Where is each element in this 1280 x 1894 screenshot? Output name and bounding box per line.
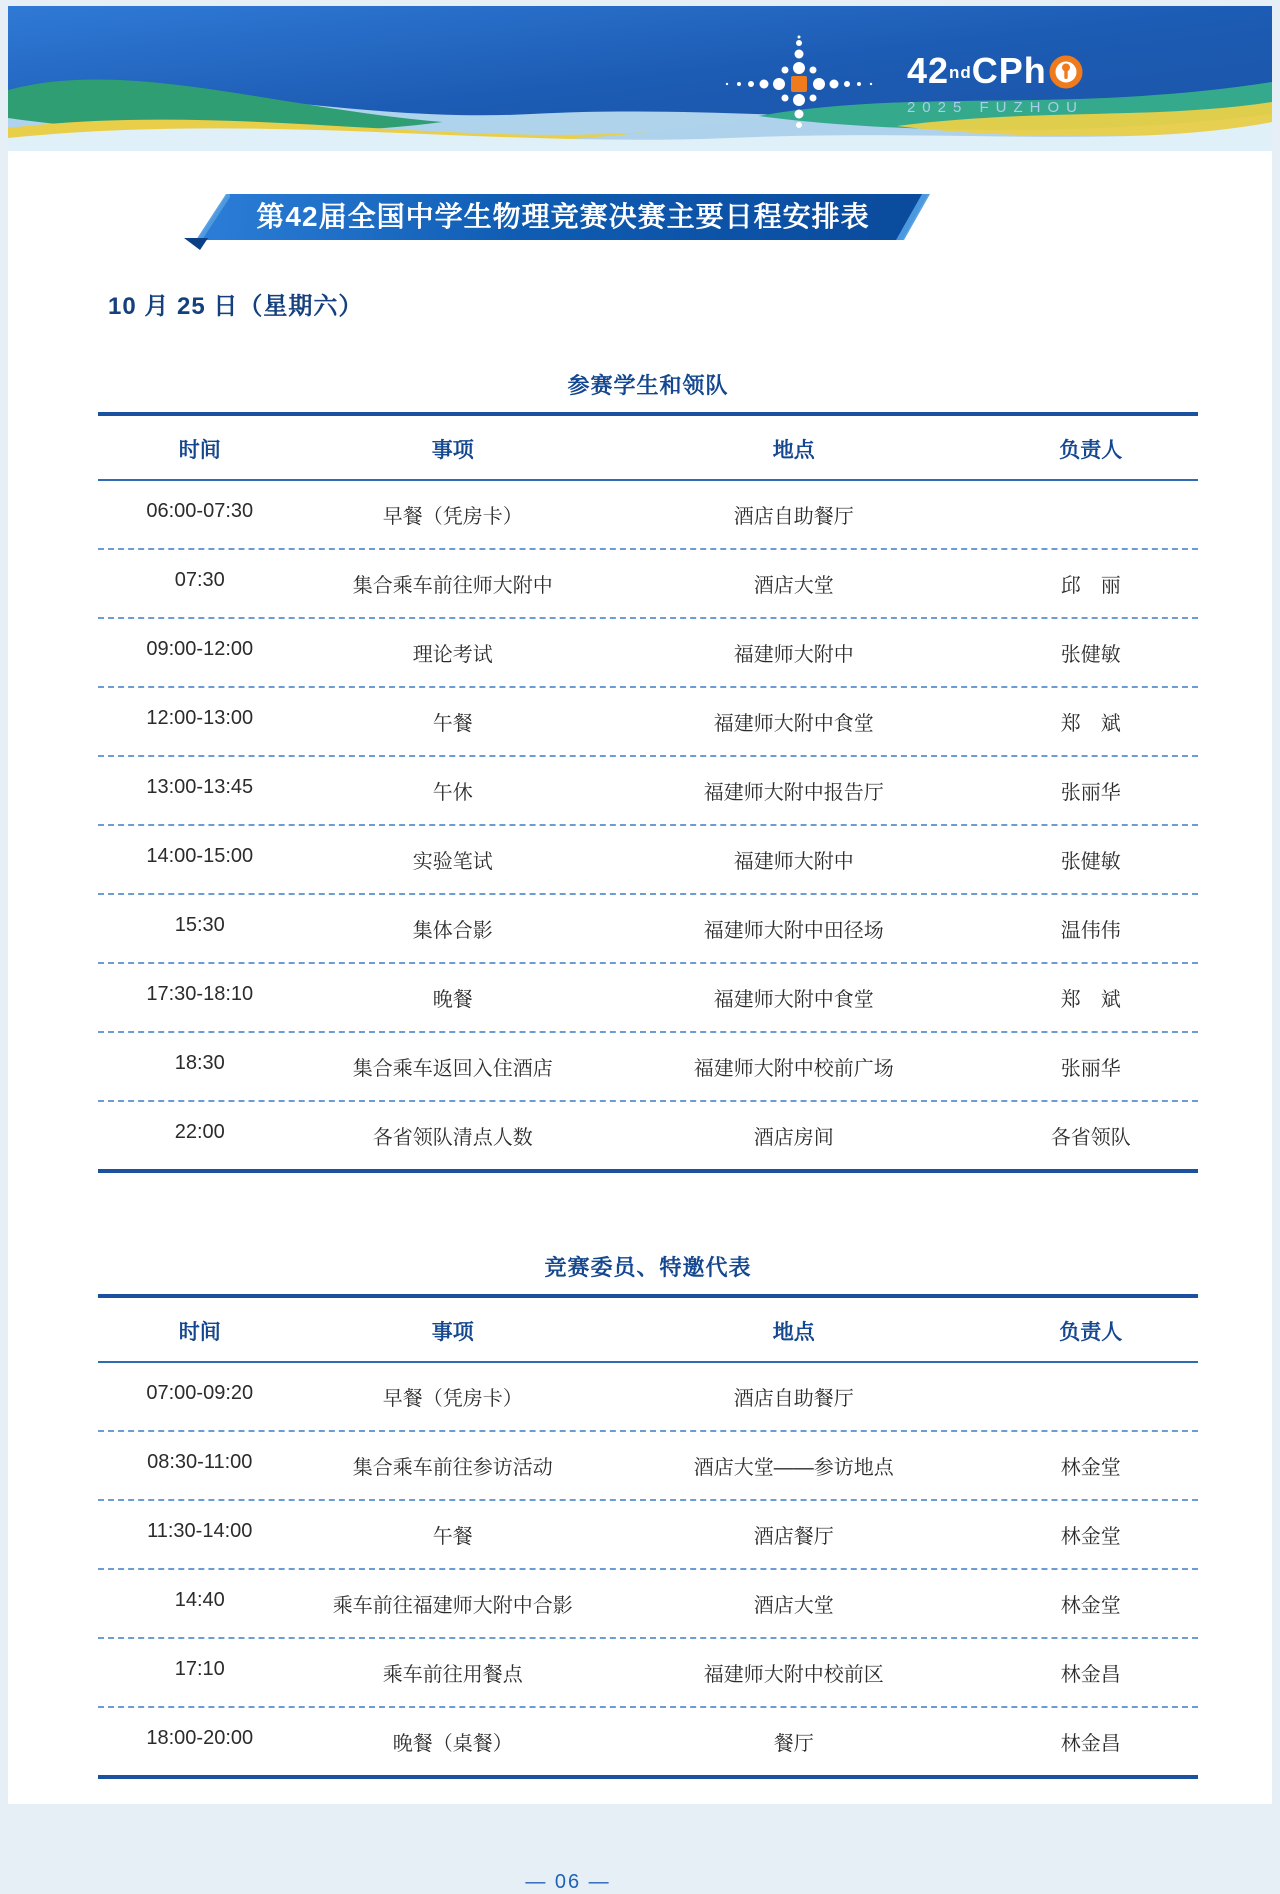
document-body <box>8 194 1272 1894</box>
column-header: 事项 <box>431 439 474 462</box>
cell-location: 酒店自助餐厅 <box>733 506 854 528</box>
table-row <box>98 962 1198 1031</box>
table-row <box>98 1499 1198 1568</box>
cell-location: 餐厅 <box>773 1733 814 1755</box>
cell-location: 酒店大堂 <box>753 1595 834 1617</box>
cell-person: 张丽华 <box>1060 782 1121 804</box>
cell-time: 17:10 <box>174 1658 225 1680</box>
page-title: 第42届全国中学生物理竞赛决赛主要日程安排表 <box>256 201 870 232</box>
cell-location: 酒店餐厅 <box>753 1526 834 1548</box>
cell-location: 酒店大堂 <box>753 575 834 597</box>
cell-location: 酒店大堂——参访地点 <box>693 1457 894 1479</box>
cell-time: 09:00-12:00 <box>146 638 254 660</box>
cell-event: 集合乘车前往参访活动 <box>352 1457 553 1479</box>
cell-event: 乘车前往用餐点 <box>382 1664 523 1686</box>
cell-time: 22:00 <box>174 1121 225 1143</box>
cell-person: 各省领队 <box>1050 1127 1131 1149</box>
cell-person: 林金昌 <box>1060 1733 1121 1755</box>
table-row <box>98 1706 1198 1775</box>
cell-person: 郑 斌 <box>1060 989 1121 1011</box>
cell-event: 早餐（凭房卡） <box>382 506 523 528</box>
cell-person: 张健敏 <box>1060 851 1121 873</box>
cell-person: 张丽华 <box>1060 1058 1121 1080</box>
schedule-table-committee <box>98 1251 1198 1779</box>
cell-person: 林金堂 <box>1060 1595 1121 1617</box>
table-row <box>98 1637 1198 1706</box>
table-row <box>98 1430 1198 1499</box>
cell-location: 福建师大附中 <box>733 644 854 666</box>
cell-event: 晚餐 <box>432 989 473 1011</box>
date-heading: 10 月 25 日（星期六） <box>108 293 364 320</box>
logo-superscript: nd <box>949 63 972 82</box>
page-number: — 06 — <box>525 1871 611 1893</box>
cell-location: 酒店房间 <box>753 1127 834 1149</box>
table-row <box>98 686 1198 755</box>
cell-time: 18:00-20:00 <box>146 1727 254 1749</box>
cell-event: 晚餐（桌餐） <box>392 1733 513 1755</box>
cell-person: 张健敏 <box>1060 644 1121 666</box>
cell-time: 13:00-13:45 <box>146 776 254 798</box>
cell-person: 林金堂 <box>1060 1526 1121 1548</box>
cell-event: 午餐 <box>432 1526 473 1548</box>
cpho-logo <box>713 36 1084 132</box>
logo-wordmark <box>907 52 1084 116</box>
cell-time: 07:00-09:20 <box>146 1382 254 1404</box>
header-banner <box>8 6 1272 151</box>
table-row <box>98 481 1198 548</box>
logo-dots-icon <box>713 36 885 132</box>
cell-location: 福建师大附中校前广场 <box>693 1058 894 1080</box>
section-title: 竞赛委员、特邀代表 <box>544 1255 752 1280</box>
column-header: 时间 <box>178 1321 221 1344</box>
cell-time: 14:00-15:00 <box>146 845 254 867</box>
table-row <box>98 824 1198 893</box>
table-header <box>98 412 1198 481</box>
cell-event: 理论考试 <box>412 644 493 666</box>
cell-location: 福建师大附中食堂 <box>713 989 874 1011</box>
table-row <box>98 548 1198 617</box>
column-header: 负责人 <box>1059 439 1123 462</box>
cell-location: 福建师大附中 <box>733 851 854 873</box>
column-header: 事项 <box>431 1321 474 1344</box>
cell-event: 各省领队清点人数 <box>372 1127 533 1149</box>
logo-o-icon <box>1049 55 1083 96</box>
logo-wordmark-line <box>907 52 1084 96</box>
table-body <box>98 1363 1198 1779</box>
cell-time: 14:40 <box>174 1589 225 1611</box>
cell-location: 福建师大附中田径场 <box>703 920 884 942</box>
cell-location: 酒店自助餐厅 <box>733 1388 854 1410</box>
cell-time: 15:30 <box>174 914 225 936</box>
cell-person: 林金堂 <box>1060 1457 1121 1479</box>
cell-event: 乘车前往福建师大附中合影 <box>332 1595 573 1617</box>
cell-event: 集体合影 <box>412 920 493 942</box>
title-ribbon <box>198 194 928 240</box>
column-header: 时间 <box>178 439 221 462</box>
section-title: 参赛学生和领队 <box>567 373 729 398</box>
schedule-table-students <box>98 369 1198 1173</box>
cell-person: 林金昌 <box>1060 1664 1121 1686</box>
table-body <box>98 481 1198 1173</box>
cell-person: 邱 丽 <box>1060 575 1121 597</box>
column-header: 地点 <box>772 439 815 462</box>
cell-time: 18:30 <box>174 1052 225 1074</box>
cell-person <box>984 481 1199 548</box>
table-row <box>98 1031 1198 1100</box>
table-row <box>98 1363 1198 1430</box>
column-header: 负责人 <box>1059 1321 1123 1344</box>
cell-person: 郑 斌 <box>1060 713 1121 735</box>
cell-location: 福建师大附中报告厅 <box>703 782 884 804</box>
cell-event: 集合乘车返回入住酒店 <box>352 1058 553 1080</box>
cell-time: 12:00-13:00 <box>146 707 254 729</box>
table-row <box>98 755 1198 824</box>
cell-event: 集合乘车前往师大附中 <box>352 575 553 597</box>
cell-time: 08:30-11:00 <box>147 1451 253 1473</box>
table-row <box>98 1100 1198 1169</box>
table-header <box>98 1294 1198 1363</box>
cell-event: 实验笔试 <box>412 851 493 873</box>
cell-person: 温伟伟 <box>1060 920 1121 942</box>
logo-text: CPh <box>971 50 1047 91</box>
table-row <box>98 1568 1198 1637</box>
table-row <box>98 893 1198 962</box>
cell-event: 午餐 <box>432 713 473 735</box>
cell-person <box>984 1363 1199 1430</box>
cell-time: 17:30-18:10 <box>146 983 254 1005</box>
page-footer <box>8 1871 1128 1894</box>
cell-event: 早餐（凭房卡） <box>382 1388 523 1410</box>
column-header: 地点 <box>772 1321 815 1344</box>
cell-location: 福建师大附中食堂 <box>713 713 874 735</box>
cell-time: 11:30-14:00 <box>147 1520 253 1542</box>
cell-time: 06:00-07:30 <box>146 500 254 522</box>
page <box>8 6 1272 1893</box>
table-row <box>98 617 1198 686</box>
cell-event: 午休 <box>432 782 473 804</box>
cell-time: 07:30 <box>174 569 225 591</box>
logo-number: 42 <box>906 50 950 91</box>
logo-year-city: 2025 FUZHOU <box>906 99 1084 116</box>
cell-location: 福建师大附中校前区 <box>703 1664 884 1686</box>
